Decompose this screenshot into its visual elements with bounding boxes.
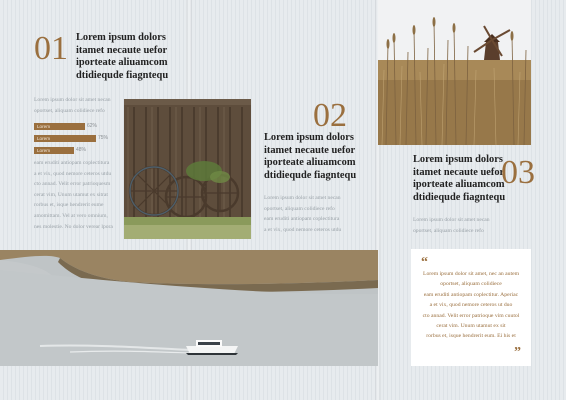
open-quote-icon: “ <box>421 255 428 270</box>
section-body-01-top: Lorem ipsum dolor sit amet necan oportset, aliquam colidiece refo <box>34 97 111 114</box>
stat-bar-label: Lorem <box>37 136 51 141</box>
close-quote-icon: ” <box>514 345 521 360</box>
stat-bar-3 <box>34 147 118 154</box>
stat-bar-label: Lorem <box>37 148 51 153</box>
stat-bar-label: Lorem <box>37 124 51 129</box>
section-heading-02: Lorem ipsum dolors itamet necaute uefor iporteate aliuamcom dtidiequde fiagntequ <box>264 132 357 181</box>
river-boat-panorama-photo <box>0 250 378 366</box>
stat-bar-1 <box>34 123 118 130</box>
section-body-02: Lorem ipsum dolor sit amet necan oportset, aliquam colidiece refo eam eruditi antiopam coplectitura a et vix, quod nemore ceteros utdu <box>264 195 342 233</box>
barn-wagon-wheels-photo <box>124 99 251 239</box>
stat-bars <box>34 123 118 159</box>
section-heading-01: Lorem ipsum dolors itamet necaute uefor iporteate aliuamcom dtidiequde fiagntequ <box>76 32 169 81</box>
section-number-02: 02 <box>313 97 347 134</box>
section-number-01: 01 <box>34 30 68 67</box>
pull-quote-box <box>411 249 531 366</box>
barn-photo <box>124 99 251 239</box>
section-body-03: Lorem ipsum dolor sit amet necan oportset, aliquam colidiece refo <box>413 217 490 234</box>
section-heading-03: Lorem ipsum dolors itamet necaute uefor iporteate aliuamcom dtidiequde fiagntequ <box>413 154 506 203</box>
windmill-reeds-photo <box>378 0 531 145</box>
stat-bar-percent: 62% <box>87 123 98 129</box>
stat-bar-2 <box>34 135 118 142</box>
stat-bar-percent: 48% <box>76 147 87 153</box>
section-number-03: 03 <box>501 154 535 191</box>
river-photo <box>0 250 378 366</box>
section-body-01-bottom: eam eruditi antiopam coplectitura a et vix, quod nemore ceteros utdu cto annad. Velit error patrioquesm cerat vim, Unum utamut ex sitrat rorbus et, isque hendrerit eume amomittam. Vel at vero omnium, nes molestie. No dolor verear lpora <box>34 160 113 230</box>
pull-quote-text: Lorem ipsum dolor sit amet, nec an autem oportset, aliquam colidiece eam eruditi antiopam coplectitur. Aperiac a et vix, quod nemore ceteros ut duo cto annad. Velit error patrioque vim cuutol cerat vim. Unum utamut ex sit rorbus et, isque hendrerit eum. Ei his et <box>422 271 520 340</box>
windmill-photo <box>378 0 531 145</box>
stat-bar-percent: 75% <box>98 135 109 141</box>
